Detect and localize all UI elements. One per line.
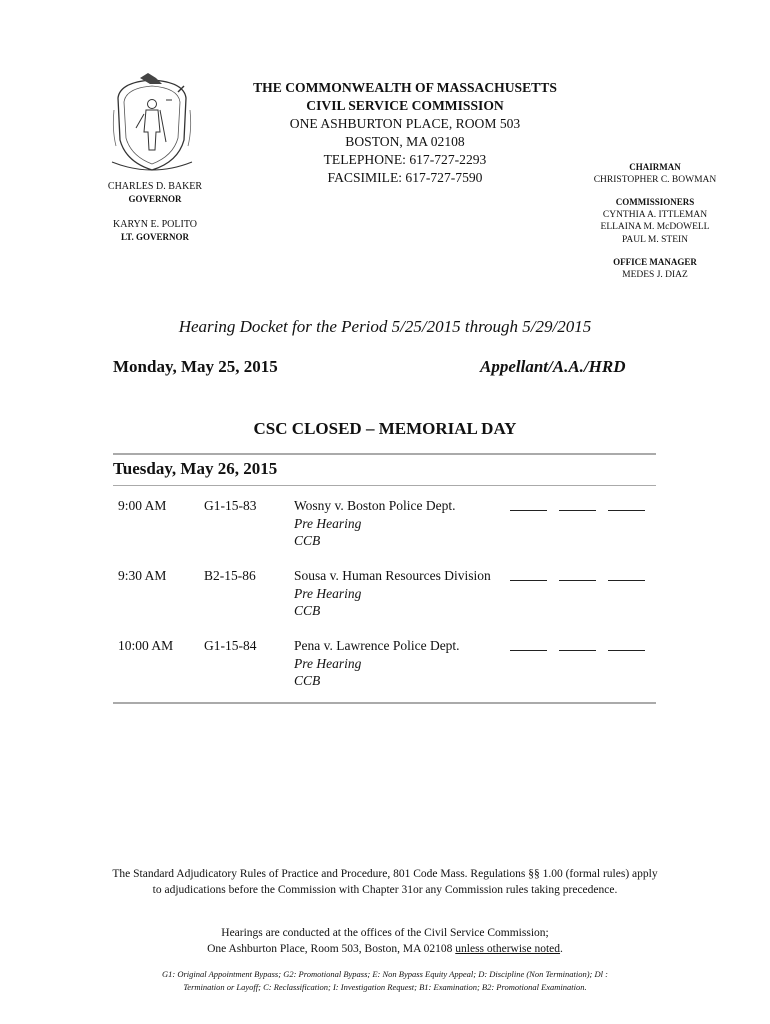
hearing-entry bbox=[0, 497, 770, 565]
rules-notice: The Standard Adjudicatory Rules of Practice and Procedure, 801 Code Mass. Regulations §§ 1.00 (formal rules) apply to adjudications before the Commission with Chapter 31or any Commission rules taking precedence. bbox=[112, 868, 658, 896]
hearing-case-number: B2-15-86 bbox=[204, 568, 256, 583]
commissioner-name: PAUL M. STEIN bbox=[621, 234, 689, 245]
hearing-location-notice bbox=[110, 925, 660, 957]
location-caveat: unless otherwise noted bbox=[455, 943, 561, 955]
commission-officials bbox=[580, 161, 730, 281]
location-line: Hearings are conducted at the offices of the Civil Service Commission; bbox=[221, 927, 549, 939]
office-manager-name: MEDES J. DIAZ bbox=[622, 269, 688, 280]
hearing-type: Pre Hearing bbox=[294, 515, 362, 531]
signature-blank bbox=[608, 510, 645, 511]
commissioners-title: COMMISSIONERS bbox=[615, 197, 695, 207]
signature-blank bbox=[559, 510, 596, 511]
closed-notice: CSC CLOSED – MEMORIAL DAY bbox=[253, 419, 517, 438]
signature-blank bbox=[608, 580, 645, 581]
column-header-appellant: Appellant/A.A./HRD bbox=[480, 357, 626, 376]
legend-line: G1: Original Appointment Bypass; G2: Promotional Bypass; E: Non Bypass Equity Appeal; D: Discipline (Non Termination); Dl : bbox=[162, 969, 608, 979]
divider bbox=[113, 453, 656, 455]
hearing-party: Wosny v. Boston Police Dept. bbox=[294, 498, 456, 513]
commission-title: CIVIL SERVICE COMMISSION bbox=[306, 98, 504, 113]
hearing-location: CCB bbox=[294, 603, 321, 618]
governor-name: CHARLES D. BAKER bbox=[107, 181, 203, 192]
governor-block bbox=[80, 180, 230, 244]
hearing-party: Sousa v. Human Resources Division bbox=[294, 568, 491, 583]
lt-governor-name: KARYN E. POLITO bbox=[113, 219, 197, 230]
hearing-entry bbox=[0, 637, 770, 705]
lt-governor-title: LT. GOVERNOR bbox=[120, 232, 189, 242]
signature-blank bbox=[510, 650, 547, 651]
signature-blank bbox=[559, 580, 596, 581]
legend-line: Termination or Layoff; C: Reclassification; I: Investigation Request; B1: Examination; B2: Promotional Examination. bbox=[183, 982, 587, 992]
massachusetts-seal-icon bbox=[108, 70, 196, 172]
letterhead bbox=[200, 79, 610, 187]
chairman-name: CHRISTOPHER C. BOWMAN bbox=[593, 174, 717, 185]
location-address: One Ashburton Place, Room 503, Boston, MA 02108 bbox=[207, 943, 456, 955]
address-line: ONE ASHBURTON PLACE, ROOM 503 bbox=[289, 116, 521, 131]
hearing-case-number: G1-15-83 bbox=[204, 498, 257, 513]
hearing-case-number: G1-15-84 bbox=[204, 638, 257, 653]
divider bbox=[113, 485, 656, 486]
hearing-time: 9:30 AM bbox=[118, 568, 167, 583]
location-line bbox=[110, 941, 660, 957]
telephone-line: TELEPHONE: 617-727-2293 bbox=[323, 152, 487, 167]
commissioner-name: ELLAINA M. McDOWELL bbox=[600, 222, 710, 232]
divider bbox=[113, 702, 656, 704]
location-period: . bbox=[560, 943, 563, 955]
commonwealth-title: THE COMMONWEALTH OF MASSACHUSETTS bbox=[253, 80, 557, 95]
hearing-type: Pre Hearing bbox=[294, 655, 362, 671]
docket-title: Hearing Docket for the Period 5/25/2015 through 5/29/2015 bbox=[178, 317, 592, 336]
hearing-location: CCB bbox=[294, 673, 321, 688]
hearing-location: CCB bbox=[294, 533, 321, 548]
facsimile-line: FACSIMILE: 617-727-7590 bbox=[327, 170, 483, 185]
office-manager-title: OFFICE MANAGER bbox=[613, 257, 697, 267]
governor-title: GOVERNOR bbox=[128, 194, 182, 204]
signature-blank bbox=[559, 650, 596, 651]
hearing-time: 9:00 AM bbox=[118, 498, 167, 513]
signature-blank bbox=[510, 510, 547, 511]
chairman-title: CHAIRMAN bbox=[629, 162, 681, 172]
signature-blank bbox=[608, 650, 645, 651]
case-type-legend bbox=[100, 968, 670, 994]
commissioner-name: CYNTHIA A. ITTLEMAN bbox=[602, 209, 708, 220]
hearing-party: Pena v. Lawrence Police Dept. bbox=[294, 638, 460, 653]
hearing-time: 10:00 AM bbox=[118, 638, 174, 653]
signature-blank bbox=[510, 580, 547, 581]
hearing-entry bbox=[0, 567, 770, 635]
day-heading-monday: Monday, May 25, 2015 bbox=[113, 357, 278, 376]
day-heading-tuesday: Tuesday, May 26, 2015 bbox=[113, 459, 278, 478]
city-line: BOSTON, MA 02108 bbox=[345, 134, 465, 149]
hearing-type: Pre Hearing bbox=[294, 585, 362, 601]
